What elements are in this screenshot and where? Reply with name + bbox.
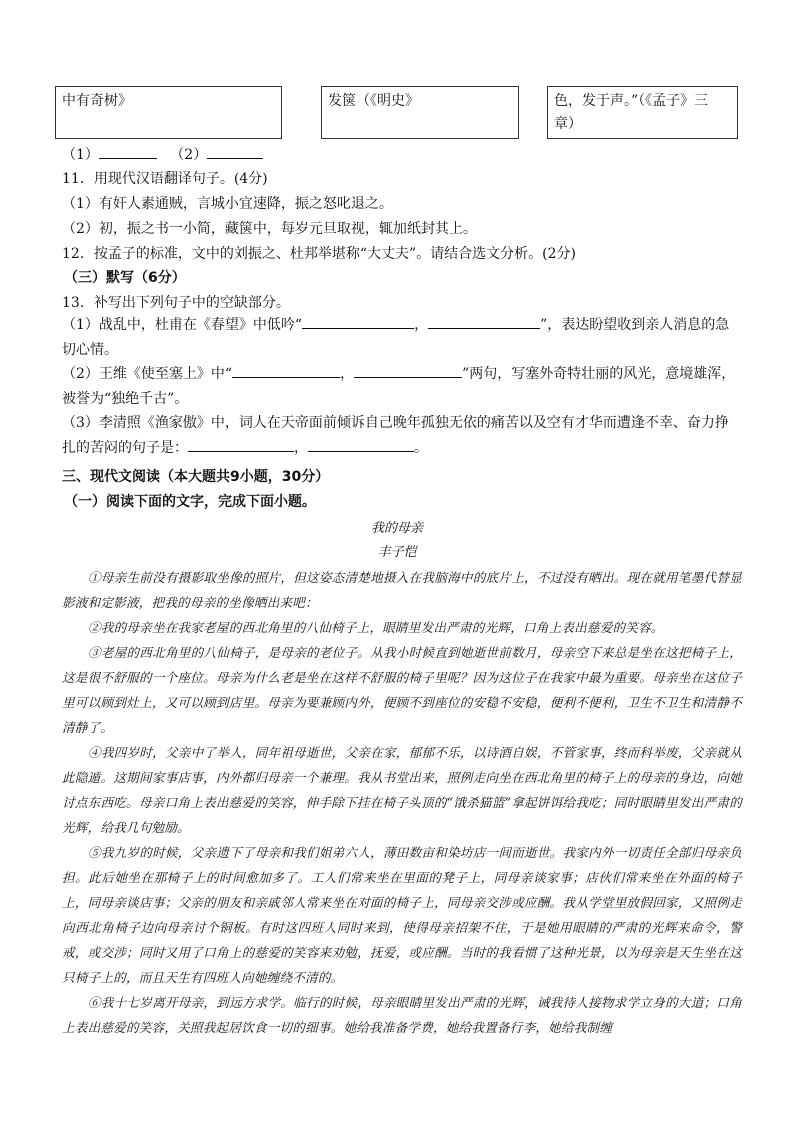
article-paragraph-4: ④我四岁时，父亲中了举人，同年祖母逝世，父亲在家，郁郁不乐，以诗酒自娱，不管家事，终而科举废，父亲就从此隐遁。这期间家事店事，内外都归母亲一个兼理。我从书堂出来，照例走向坐在西北角里的椅子上的母亲的身边，向她讨点东西吃。母亲口角上表出慈爱的笑容，伸手除下挂在椅子头顶的“饿杀猫篮”拿起饼饵给我吃；同时眼睛里发出严肃的光辉，给我几句勉励。 [62,745,742,835]
table-cell-text: 中有奇树》 [62,93,132,109]
q13-item-3: （3）李清照《渔家傲》中，词人在天帝面前倾诉自己晚年孤独无依的痛苦以及空有才华而遭逢不幸、奋力挣扎的苦闷的句子是： ， 。 [62,415,729,456]
table-cell-3 [547,86,738,139]
article-title: 我的母亲 [370,521,423,536]
answer-blank[interactable] [232,364,340,378]
answer-blank[interactable] [308,438,414,452]
table-cell-text: 发箧（《明史》 [328,93,419,109]
q12-question: 12．按孟子的标准，文中的刘振之、杜邦举堪称“大丈夫”。请结合选文分析。(2分) [62,246,576,262]
part-heading-modern-reading: 三、现代文阅读（本大题共9小题，30分） [62,469,330,485]
answer-blank[interactable] [188,438,294,452]
article-paragraph-2: ②我的母亲坐在我家老屋的西北角里的八仙椅子上，眼睛里发出严肃的光辉，口角上表出慈爱的笑容。 [88,620,664,635]
q11-sentence-2: （2）初，振之书一小简，藏箧中，每岁元旦取视，辄加纸封其上。 [62,221,477,237]
q13-item-1: （1）战乱中，杜甫在《春望》中低吟“ ， ”，表达盼望收到亲人消息的急切心情。 [62,317,730,358]
table-cell-1 [55,86,282,139]
answer-blank[interactable] [428,315,540,329]
article-paragraph-1: ①母亲生前没有摄影取坐像的照片，但这姿态清楚地摄入在我脑海中的底片上，不过没有晒出。现在就用笔墨代替显影液和定影液，把我的母亲的坐像晒出来吧： [62,570,742,610]
answer-blank[interactable] [99,145,157,159]
table-cell-text: 色，发于声。”（《孟子》三章） [554,93,709,132]
section-heading-dictation: （三）默写（6分） [64,270,186,286]
q13-title: 13．补写出下列句子中的空缺部分。 [62,295,290,311]
q10-answer-blanks: （1） （2） [62,144,263,164]
answer-blank[interactable] [354,364,462,378]
subsection-heading-reading-1: （一）阅读下面的文字，完成下面小题。 [64,494,316,510]
answer-blank[interactable] [207,145,263,159]
q13-item-2: （2）王维《使至塞上》中“ ， ”两句，写塞外奇特壮丽的风光，意境雄浑，被誉为“独绝千古”。 [62,366,736,407]
table-cell-2 [321,86,519,139]
article-paragraph-6: ⑥我十七岁离开母亲，到远方求学。临行的时候，母亲眼睛里发出严肃的光辉，诫我待人接物求学立身的大道；口角上表出慈爱的笑容，关照我起居饮食一切的细事。她给我准备学费，她给我置备行李，她给我制缠 [62,995,742,1035]
q11-sentence-1: （1）有奸人素通贼，言城小宜速降，振之怒叱退之。 [62,196,393,212]
article-paragraph-3: ③老屋的西北角里的八仙椅子，是母亲的老位子。从我小时候直到她逝世前数月，母亲空下来总是坐在这把椅子上，这是很不舒服的一个座位。母亲为什么老是坐在这样不舒服的椅子里呢？因为这位子在我家中最为重要。母亲坐在这位子里可以顾到灶上，又可以顾到店里。母亲为要兼顾内外，便顾不到座位的安稳不安稳，便利不便利，卫生不卫生和清静不清静了。 [62,645,742,735]
answer-blank[interactable] [302,315,414,329]
article-author: 丰子恺 [377,545,417,560]
q11-title: 11．用现代汉语翻译句子。(4分) [62,171,268,187]
article-paragraph-5: ⑤我九岁的时候，父亲遗下了母亲和我们姐弟六人，薄田数亩和染坊店一间而逝世。我家内外一切责任全部归母亲负担。此后她坐在那椅子上的时间愈加多了。工人们常来坐在里面的凳子上，同母亲谈家事；店伙们常来坐在外面的椅子上，同母亲谈店事；父亲的朋友和亲戚邻人常来坐在对面的椅子上，同母亲交涉或应酬。我从学堂里放假回家，又照例走向西北角椅子边向母亲讨个铜板。有时这四班人同时来到，使得母亲招架不住，于是她用眼睛的严肃的光辉来命令，警戒，或交涉；同时又用了口角上的慈爱的笑容来劝勉，抚爱，或应酬。当时的我看惯了这种光景，以为母亲是天生坐在这只椅子上的，而且天生有四班人向她缠绕不清的。 [62,845,742,985]
